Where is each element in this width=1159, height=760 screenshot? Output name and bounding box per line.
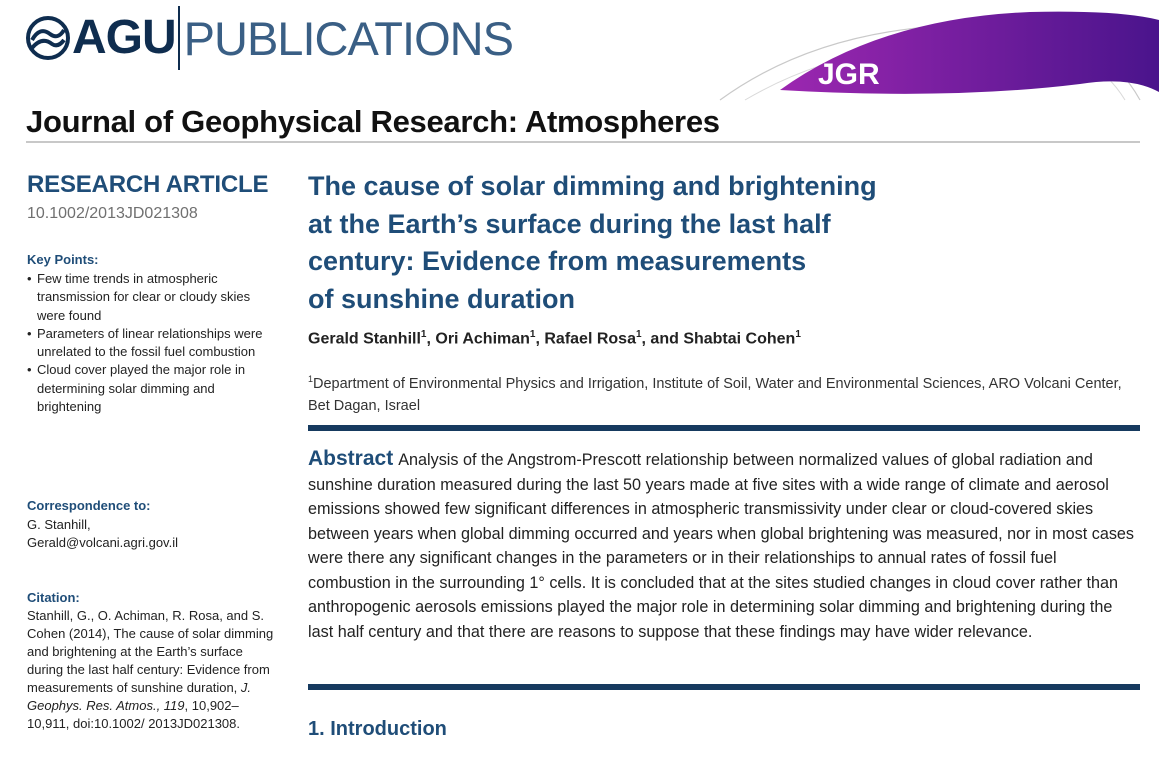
article-title	[308, 168, 948, 318]
author-name[interactable]: Ori Achiman	[435, 330, 530, 348]
affiliation-text: Department of Environmental Physics and Irrigation, Institute of Soil, Water and Environmental Sciences, ARO Volcani Center, Bet Dagan, Israel	[308, 375, 1122, 414]
logo-publications-text: PUBLICATIONS	[183, 11, 513, 65]
abstract	[308, 447, 1140, 644]
key-point-item: • Parameters of linear relationships were unrelated to the fossil fuel combustion	[27, 325, 277, 362]
author-name[interactable]: Rafael Rosa	[544, 330, 636, 348]
section-heading-introduction: 1. Introduction	[308, 718, 447, 740]
agu-publications-logo	[26, 8, 513, 68]
doi[interactable]: 10.1002/2013JD021308	[27, 205, 198, 222]
correspondence-email-link[interactable]: Gerald@volcani.agri.gov.il	[27, 535, 178, 550]
key-point-item: • Few time trends in atmospheric transmission for clear or cloudy skies were found	[27, 270, 277, 325]
citation-journal: J. Geophys. Res. Atmos., 119	[27, 680, 252, 713]
author-list	[308, 329, 801, 348]
key-point-item: • Cloud cover played the major role in determining solar dimming and brightening	[27, 361, 277, 416]
title-line: The cause of solar dimming and brightening	[308, 171, 877, 201]
author-sep: ,	[426, 330, 436, 348]
key-points-list	[27, 270, 277, 416]
citation-main: Stanhill, G., O. Achiman, R. Rosa, and S. Cohen (2014), The cause of solar dimming and brightening at the Earth’s surface during the last half century: Evidence from measurements of sunshine duration,	[27, 608, 274, 695]
author-affil-sup: 1	[420, 329, 427, 340]
abstract-bottom-rule	[308, 684, 1140, 690]
jgr-badge-text: JGR	[818, 58, 880, 91]
correspondence-name: G. Stanhill,	[27, 517, 91, 532]
author-sep: ,	[535, 330, 545, 348]
article-type: RESEARCH ARTICLE	[27, 171, 269, 198]
abstract-heading: Abstract	[308, 447, 394, 470]
abstract-top-rule	[308, 425, 1140, 431]
correspondence-heading: Correspondence to:	[27, 498, 151, 513]
title-line: century: Evidence from measurements	[308, 246, 807, 276]
author-affil-sup: 1	[529, 329, 536, 340]
author-name[interactable]: Gerald Stanhill	[308, 330, 421, 348]
title-line: at the Earth’s surface during the last half	[308, 208, 831, 239]
affiliation-sup: 1	[308, 374, 314, 384]
author-name[interactable]: Shabtai Cohen	[683, 330, 796, 348]
key-points-heading: Key Points:	[27, 252, 99, 267]
citation-tail: , 10,902–10,911, doi:10.1002/ 2013JD021308.	[27, 698, 240, 731]
citation-text	[27, 607, 277, 733]
jgr-swoosh-graphic	[700, 0, 1159, 105]
citation-heading: Citation:	[27, 590, 80, 605]
logo-agu-text: AGU	[72, 11, 176, 64]
author-affil-sup: 1	[635, 329, 642, 340]
abstract-text: Analysis of the Angstrom-Prescott relationship between normalized values of global radiation and sunshine duration measured during the last 50 years made at five sites with a wide range of climate and aerosol emissions showed few significant differences in atmospheric transmissivity under clear or cloud-covered skies between years when global dimming occurred and years when global brightening was measured, nor in most cases were there any significant changes in the parameters or in their relationships to annual rates of fossil fuel combustion in the surrounding 1° cells. It is concluded that at the sites studied changes in cloud cover rather than anthropogenic aerosols emissions played the major role in determining solar dimming and brightening during the last half century and that there are reasons to suppose that these findings may have wider relevance.	[308, 451, 1135, 641]
affiliation	[308, 368, 1128, 417]
header-divider	[26, 141, 1140, 143]
title-line: of sunshine duration	[308, 283, 575, 314]
logo-divider	[178, 6, 180, 70]
author-affil-sup: 1	[795, 329, 801, 340]
agu-globe-icon	[26, 16, 70, 60]
journal-title: Journal of Geophysical Research: Atmospheres	[26, 104, 720, 139]
author-sep: , and	[641, 330, 684, 348]
